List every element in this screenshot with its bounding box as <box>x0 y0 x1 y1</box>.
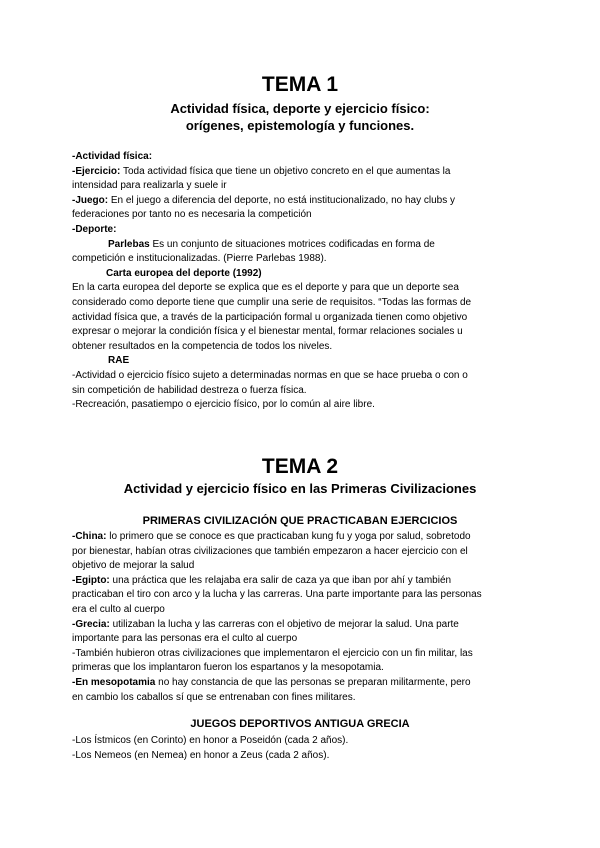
tema2-sec2-line <box>72 734 532 749</box>
tema1-body-line <box>72 252 532 267</box>
tema1-body-line <box>72 281 532 296</box>
line-text: objetivo de mejorar la salud <box>72 560 195 572</box>
tema2-sec1-line <box>72 691 532 706</box>
line-text: era el culto al cuerpo <box>72 604 165 615</box>
tema1-body-line <box>72 296 532 311</box>
tema2-sec1-line <box>72 530 532 545</box>
tema1-body-line <box>72 311 532 326</box>
line-text: Toda actividad física que tiene un objetivo concreto en el que aumentas la <box>120 165 451 177</box>
tema1-body-line <box>72 340 532 355</box>
bold-term: -Egipto: <box>72 574 110 586</box>
line-text: -También hubieron otras civilizaciones que implementaron el ejercicio con un fin militar, las <box>72 647 473 659</box>
bold-term: Parlebas <box>108 238 150 250</box>
tema2-subtitle: Actividad y ejercicio físico en las Primeras Civilizaciones <box>123 481 477 496</box>
line-text: competición e institucionalizadas. (Pierre Parlebas 1988). <box>72 253 327 265</box>
line-text: primeras que los implantaron fueron los espartanos y la mesopotamia. <box>72 662 384 674</box>
tema2-sec1-line <box>72 618 532 633</box>
line-text: importante para las personas era el culto al cuerpo <box>72 633 298 645</box>
line-text: federaciones por tanto no es necesaria la competición <box>72 209 312 221</box>
tema1-body-line <box>72 369 532 384</box>
tema1-subtitle-line2: orígenes, epistemología y funciones. <box>185 118 415 133</box>
tema2-sec1-line <box>72 574 532 589</box>
line-text: actividad física que, a través de la participación formal u organizada tienen como objetivo <box>72 311 468 323</box>
tema2-sec1-line <box>72 647 532 662</box>
line-text: utilizaban la lucha y las carreras con el objetivo de mejorar la salud. Una parte <box>109 618 459 630</box>
tema1-body-line <box>72 384 532 399</box>
line-text: -Recreación, pasatiempo o ejercicio físico, por lo común al aire libre. <box>72 399 375 411</box>
tema1-subtitle-line1: Actividad física, deporte y ejercicio físico: <box>170 101 430 116</box>
line-text: Es un conjunto de situaciones motrices codificadas en forma de <box>149 238 435 250</box>
tema2-sec1-line <box>72 559 532 574</box>
tema1-body-line <box>72 398 532 413</box>
bold-term: -China: <box>72 531 107 542</box>
tema2-title: TEMA 2 <box>261 455 339 478</box>
section-primeras-civilizaciones-title: PRIMERAS CIVILIZACIÓN QUE PRACTICABAN EJERCICIOS <box>142 515 458 527</box>
line-text: En el juego a diferencia del deporte, no está institucionalizado, no hay clubs y <box>108 194 455 206</box>
line-text: obtener resultados en la competencia de todos los niveles. <box>72 340 333 352</box>
line-text: en cambio los caballos sí que se entrenaban con fines militares. <box>72 691 356 703</box>
tema2-sec1-line <box>72 545 532 560</box>
line-text: no hay constancia de que las personas se preparan militarmente, pero <box>155 677 471 688</box>
bold-term: RAE <box>108 355 130 367</box>
line-text: una práctica que les relajaba era salir de caza ya que iban por ahí y también <box>109 574 452 586</box>
bold-term: -En mesopotamia <box>72 677 156 688</box>
line-text: sin competición de habilidad destreza o fuerza física. <box>72 384 307 396</box>
tema1-body-line <box>72 194 532 209</box>
line-text: expresar o mejorar la condición física y el bienestar mental, formar relaciones sociales u <box>72 326 463 338</box>
bold-term: -Ejercicio: <box>72 165 121 177</box>
bold-term: -Deporte: <box>72 224 117 235</box>
tema1-body-line <box>72 179 532 194</box>
tema2-sec1-line <box>72 632 532 647</box>
line-text: -Actividad o ejercicio físico sujeto a determinadas normas en que se hace prueba o con o <box>72 370 468 381</box>
bold-term: -Actividad física: <box>72 151 153 162</box>
line-text: lo primero que se conoce es que practicaban kung fu y yoga por salud, sobretodo <box>106 531 471 542</box>
bold-term: Carta europea del deporte (1992) <box>106 267 262 279</box>
line-text: practicaban el tiro con arco y la lucha y las carreras. Una parte importante para las personas <box>72 589 482 601</box>
tema2-sec1-line <box>72 661 532 676</box>
tema1-body-line <box>72 150 532 165</box>
tema2-sec1-line <box>72 588 532 603</box>
tema2-sec1-line <box>72 603 532 618</box>
tema2-sec2-line <box>72 749 532 764</box>
tema1-body-line <box>108 238 568 253</box>
line-text: por bienestar, habían otras civilizaciones que también empezaron a hacer ejercicio con el <box>72 545 468 557</box>
tema1-body-line <box>72 208 532 223</box>
tema1-body-line <box>108 354 568 369</box>
line-text: En la carta europea del deporte se explica que es el deporte y para que un deporte sea <box>72 282 459 294</box>
line-text: -Los Ístmicos (en Corinto) en honor a Poseidón (cada 2 años). <box>72 735 349 746</box>
tema1-body-line <box>106 267 566 282</box>
line-text: intensidad para realizarla y suele ir <box>72 180 227 192</box>
section-juegos-grecia-title: JUEGOS DEPORTIVOS ANTIGUA GRECIA <box>190 718 410 730</box>
tema2-sec1-line <box>72 676 532 691</box>
tema1-title: TEMA 1 <box>261 73 339 96</box>
tema1-body-line <box>72 223 532 238</box>
line-text: considerado como deporte tiene que cumplir una serie de requisitos. “Todas las formas de <box>72 297 472 308</box>
line-text: -Los Nemeos (en Nemea) en honor a Zeus (cada 2 años). <box>72 749 330 761</box>
bold-term: -Juego: <box>72 194 109 206</box>
tema1-body-line <box>72 165 532 180</box>
bold-term: -Grecia: <box>72 618 110 630</box>
tema1-body-line <box>72 325 532 340</box>
